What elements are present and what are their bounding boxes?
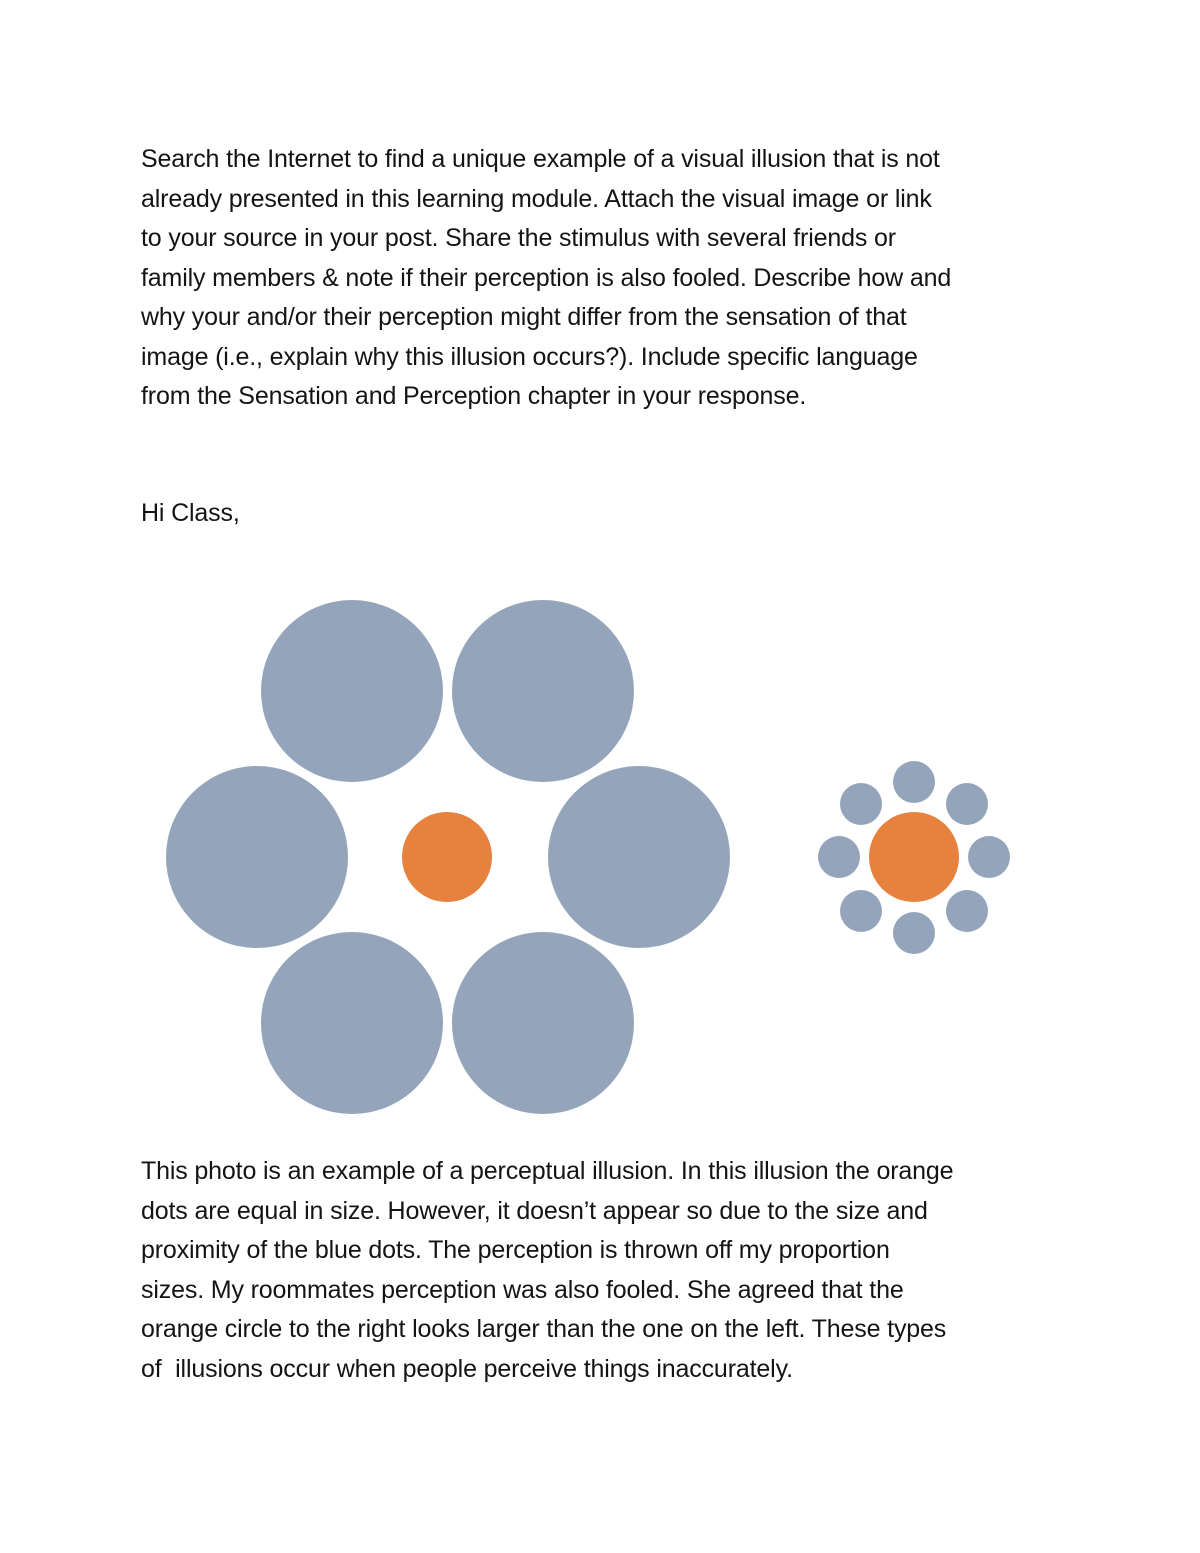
small-blue-circle bbox=[840, 890, 882, 932]
assignment-prompt bbox=[141, 140, 1071, 417]
large-blue-circle bbox=[261, 932, 443, 1114]
greeting bbox=[141, 494, 1071, 534]
prompt-line: from the Sensation and Perception chapter in your response. bbox=[141, 382, 807, 410]
prompt-line: already presented in this learning module. Attach the visual image or link bbox=[141, 184, 932, 213]
small-blue-circle bbox=[946, 783, 988, 825]
response-line: proximity of the blue dots. The perception is thrown off my proportion bbox=[141, 1236, 890, 1264]
small-blue-circle bbox=[968, 836, 1010, 878]
large-blue-circle bbox=[166, 766, 348, 948]
left-orange-circle bbox=[402, 812, 492, 902]
prompt-line: why your and/or their perception might differ from the sensation of that bbox=[141, 303, 907, 331]
prompt-line: to your source in your post. Share the stimulus with several friends or bbox=[141, 224, 896, 252]
large-blue-circle bbox=[452, 932, 634, 1114]
greeting-line: Hi Class, bbox=[141, 499, 240, 527]
large-blue-circle bbox=[261, 600, 443, 782]
right-orange-circle bbox=[869, 812, 959, 902]
left-illusion-group bbox=[166, 600, 730, 1114]
response-line: of illusions occur when people perceive things inaccurately. bbox=[141, 1354, 793, 1383]
student-response bbox=[141, 1152, 1071, 1389]
response-line: orange circle to the right looks larger than the one on the left. These types bbox=[141, 1315, 947, 1343]
large-blue-circle bbox=[548, 766, 730, 948]
small-blue-circle bbox=[893, 761, 935, 803]
small-blue-circle bbox=[946, 890, 988, 932]
prompt-line: image (i.e., explain why this illusion occurs?). Include specific language bbox=[141, 342, 918, 371]
response-line: dots are equal in size. However, it doesn’t appear so due to the size and bbox=[141, 1196, 928, 1225]
prompt-line: family members & note if their perception is also fooled. Describe how and bbox=[141, 263, 952, 292]
prompt-line: Search the Internet to find a unique example of a visual illusion that is not bbox=[141, 145, 940, 173]
small-blue-circle bbox=[893, 912, 935, 954]
small-blue-circle bbox=[840, 783, 882, 825]
small-blue-circle bbox=[818, 836, 860, 878]
response-line: sizes. My roommates perception was also fooled. She agreed that the bbox=[141, 1275, 904, 1304]
right-illusion-group bbox=[818, 761, 1010, 954]
large-blue-circle bbox=[452, 600, 634, 782]
response-line: This photo is an example of a perceptual illusion. In this illusion the orange bbox=[141, 1157, 954, 1185]
